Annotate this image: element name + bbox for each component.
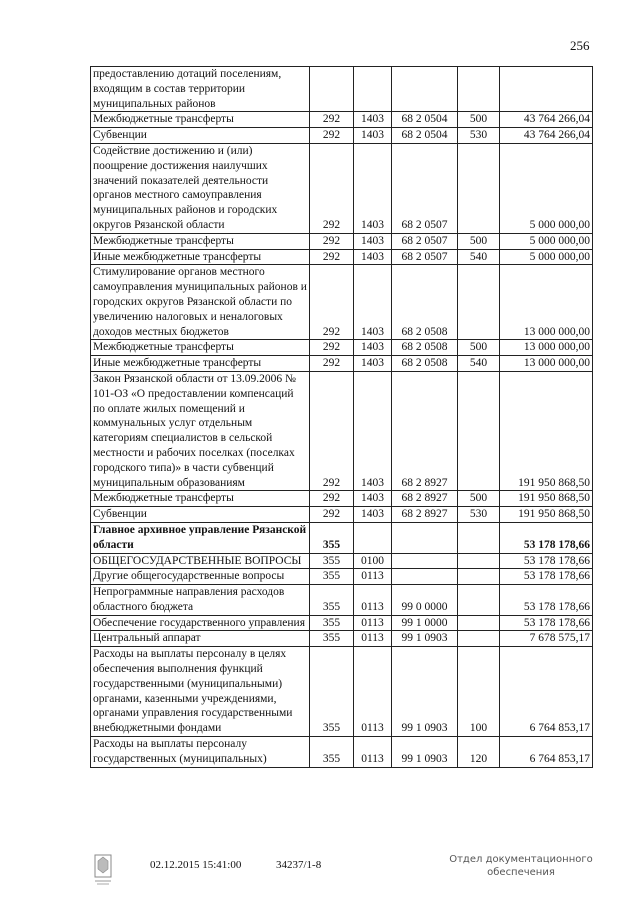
amount-cell: 43 764 266,04: [500, 112, 593, 128]
amount-cell: 53 178 178,66: [500, 585, 593, 616]
table-row: [91, 340, 593, 356]
amount-cell: 13 000 000,00: [500, 356, 593, 372]
section-code-cell: 1403: [354, 143, 392, 233]
section-code-cell: 0113: [354, 585, 392, 616]
amount-cell: 13 000 000,00: [500, 265, 593, 340]
target-item-code-cell: 68 2 8927: [392, 491, 458, 507]
ved-code-cell: 355: [310, 522, 354, 553]
ved-code-cell: 292: [310, 340, 354, 356]
ved-code-cell: 355: [310, 615, 354, 631]
table-row: [91, 507, 593, 523]
table-row: [91, 128, 593, 144]
item-name-cell: Стимулирование органов местного самоуправления муниципальных районов и городских округов Рязанской области по увеличению налоговых и неналоговых доходов местных бюджетов: [91, 265, 310, 340]
table-row: [91, 631, 593, 647]
target-item-code-cell: 68 2 0508: [392, 340, 458, 356]
item-name-cell: Обеспечение государственного управления: [91, 615, 310, 631]
budget-table: [90, 66, 593, 768]
ved-code-cell: 292: [310, 233, 354, 249]
target-item-code-cell: 99 1 0903: [392, 647, 458, 737]
page-number: 256: [570, 38, 590, 53]
section-code-cell: 1403: [354, 249, 392, 265]
amount-cell: 6 764 853,17: [500, 737, 593, 768]
section-code-cell: 0113: [354, 615, 392, 631]
section-code-cell: 1403: [354, 371, 392, 490]
table-row: [91, 522, 593, 553]
section-code-cell: 1403: [354, 128, 392, 144]
item-name-cell: Иные межбюджетные трансферты: [91, 356, 310, 372]
amount-cell: [500, 67, 593, 112]
target-item-code-cell: [392, 569, 458, 585]
item-name-cell: Главное архивное управление Рязанской области: [91, 522, 310, 553]
ved-code-cell: 292: [310, 249, 354, 265]
item-name-cell: Субвенции: [91, 507, 310, 523]
footer-date: 02.12.2015 15:41:00: [150, 859, 242, 871]
target-item-code-cell: 99 0 0000: [392, 585, 458, 616]
footer-doc-number: 34237/1-8: [276, 859, 322, 871]
item-name-cell: Субвенции: [91, 128, 310, 144]
expense-type-code-cell: [458, 371, 500, 490]
item-name-cell: Центральный аппарат: [91, 631, 310, 647]
expense-type-code-cell: [458, 522, 500, 553]
table-row: [91, 647, 593, 737]
dept-line-1: Отдел документационного: [449, 854, 593, 865]
ved-code-cell: 292: [310, 143, 354, 233]
expense-type-code-cell: 500: [458, 233, 500, 249]
expense-type-code-cell: [458, 143, 500, 233]
ved-code-cell: 292: [310, 491, 354, 507]
expense-type-code-cell: [458, 553, 500, 569]
dept-line-2: обеспечения: [487, 867, 555, 878]
target-item-code-cell: 68 2 8927: [392, 371, 458, 490]
item-name-cell: Закон Рязанской области от 13.09.2006 № 101-ОЗ «О предоставлении компенсаций по оплате жилых помещений и коммунальных услуг отдельным категориям специалистов в сельской местности и рабочих поселках (поселках городского типа)» в части субвенций муниципальным образованиям: [91, 371, 310, 490]
ved-code-cell: 355: [310, 631, 354, 647]
target-item-code-cell: 99 1 0903: [392, 631, 458, 647]
table-row: [91, 143, 593, 233]
amount-cell: 5 000 000,00: [500, 233, 593, 249]
amount-cell: 191 950 868,50: [500, 491, 593, 507]
expense-type-code-cell: [458, 67, 500, 112]
table-row: [91, 233, 593, 249]
ved-code-cell: 292: [310, 112, 354, 128]
item-name-cell: Расходы на выплаты персоналу государственных (муниципальных): [91, 737, 310, 768]
amount-cell: 191 950 868,50: [500, 507, 593, 523]
amount-cell: 53 178 178,66: [500, 569, 593, 585]
ved-code-cell: 292: [310, 265, 354, 340]
item-name-cell: Межбюджетные трансферты: [91, 233, 310, 249]
expense-type-code-cell: 100: [458, 647, 500, 737]
target-item-code-cell: 68 2 0507: [392, 249, 458, 265]
table-row: [91, 356, 593, 372]
item-name-cell: предоставлению дотаций поселениям, входящим в состав территории муниципальных районов: [91, 67, 310, 112]
table-row: [91, 491, 593, 507]
table-row: [91, 585, 593, 616]
table-row: [91, 371, 593, 490]
section-code-cell: 1403: [354, 233, 392, 249]
section-code-cell: 0113: [354, 569, 392, 585]
table-row: [91, 569, 593, 585]
amount-cell: 13 000 000,00: [500, 340, 593, 356]
ved-code-cell: 292: [310, 507, 354, 523]
target-item-code-cell: 68 2 0507: [392, 143, 458, 233]
expense-type-code-cell: [458, 265, 500, 340]
section-code-cell: [354, 67, 392, 112]
item-name-cell: Межбюджетные трансферты: [91, 340, 310, 356]
section-code-cell: 1403: [354, 491, 392, 507]
item-name-cell: Иные межбюджетные трансферты: [91, 249, 310, 265]
expense-type-code-cell: 120: [458, 737, 500, 768]
ved-code-cell: 355: [310, 737, 354, 768]
expense-type-code-cell: [458, 585, 500, 616]
target-item-code-cell: 68 2 0504: [392, 112, 458, 128]
section-code-cell: 1403: [354, 340, 392, 356]
expense-type-code-cell: 530: [458, 128, 500, 144]
table-row: [91, 615, 593, 631]
amount-cell: 5 000 000,00: [500, 249, 593, 265]
amount-cell: 53 178 178,66: [500, 615, 593, 631]
target-item-code-cell: 99 1 0000: [392, 615, 458, 631]
item-name-cell: ОБЩЕГОСУДАРСТВЕННЫЕ ВОПРОСЫ: [91, 553, 310, 569]
target-item-code-cell: [392, 553, 458, 569]
section-code-cell: 1403: [354, 265, 392, 340]
table-row: [91, 249, 593, 265]
ved-code-cell: 355: [310, 585, 354, 616]
amount-cell: 191 950 868,50: [500, 371, 593, 490]
table-row: [91, 265, 593, 340]
section-code-cell: 1403: [354, 507, 392, 523]
expense-type-code-cell: [458, 615, 500, 631]
item-name-cell: Непрограммные направления расходов областного бюджета: [91, 585, 310, 616]
amount-cell: 6 764 853,17: [500, 647, 593, 737]
amount-cell: 5 000 000,00: [500, 143, 593, 233]
expense-type-code-cell: [458, 569, 500, 585]
target-item-code-cell: 99 1 0903: [392, 737, 458, 768]
coat-of-arms-icon: [92, 853, 114, 887]
table-row: [91, 67, 593, 112]
item-name-cell: Содействие достижению и (или) поощрение достижения наилучших значений показателей деятельности органов местного самоуправления муниципальных районов и городских округов Рязанской области: [91, 143, 310, 233]
ved-code-cell: 355: [310, 647, 354, 737]
expense-type-code-cell: 540: [458, 249, 500, 265]
target-item-code-cell: 68 2 0508: [392, 265, 458, 340]
table-row: [91, 553, 593, 569]
ved-code-cell: 292: [310, 128, 354, 144]
target-item-code-cell: [392, 67, 458, 112]
ved-code-cell: [310, 67, 354, 112]
item-name-cell: Межбюджетные трансферты: [91, 491, 310, 507]
ved-code-cell: 355: [310, 553, 354, 569]
item-name-cell: Другие общегосударственные вопросы: [91, 569, 310, 585]
ved-code-cell: 292: [310, 356, 354, 372]
table-row: [91, 737, 593, 768]
department-stamp: [446, 853, 596, 879]
section-code-cell: 0113: [354, 631, 392, 647]
target-item-code-cell: 68 2 8927: [392, 507, 458, 523]
page-footer: [0, 853, 640, 893]
expense-type-code-cell: 540: [458, 356, 500, 372]
target-item-code-cell: 68 2 0507: [392, 233, 458, 249]
item-name-cell: Расходы на выплаты персоналу в целях обеспечения выполнения функций государственными (муниципальными) органами, казенными учреждениями, органами управления государственными внебюджетными фондами: [91, 647, 310, 737]
ved-code-cell: 292: [310, 371, 354, 490]
section-code-cell: [354, 522, 392, 553]
amount-cell: 7 678 575,17: [500, 631, 593, 647]
expense-type-code-cell: 530: [458, 507, 500, 523]
section-code-cell: 0100: [354, 553, 392, 569]
ved-code-cell: 355: [310, 569, 354, 585]
amount-cell: 53 178 178,66: [500, 522, 593, 553]
item-name-cell: Межбюджетные трансферты: [91, 112, 310, 128]
section-code-cell: 1403: [354, 356, 392, 372]
target-item-code-cell: 68 2 0508: [392, 356, 458, 372]
amount-cell: 43 764 266,04: [500, 128, 593, 144]
amount-cell: 53 178 178,66: [500, 553, 593, 569]
section-code-cell: 0113: [354, 647, 392, 737]
expense-type-code-cell: 500: [458, 340, 500, 356]
expense-type-code-cell: 500: [458, 491, 500, 507]
target-item-code-cell: [392, 522, 458, 553]
target-item-code-cell: 68 2 0504: [392, 128, 458, 144]
section-code-cell: 1403: [354, 112, 392, 128]
table-row: [91, 112, 593, 128]
section-code-cell: 0113: [354, 737, 392, 768]
expense-type-code-cell: [458, 631, 500, 647]
expense-type-code-cell: 500: [458, 112, 500, 128]
